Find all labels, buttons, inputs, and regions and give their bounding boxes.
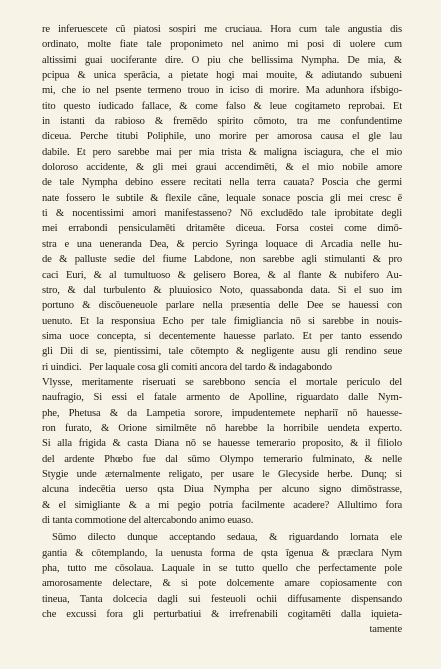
- text-line: tito questo iudicado fallace, & come falso & leue cogitameto reprobai. Et: [42, 100, 402, 112]
- text-line: & el simigliante & a mi pegio potria facilmente acadere? Allultimo fora: [42, 499, 402, 511]
- text-line: altissimi guai uociferante dire. O piu che bellissima Nympha. De mia, &: [42, 54, 402, 66]
- text-line: diceua. Perche titubi Poliphile, uno morire per amorosa causa el gle lau: [42, 131, 402, 143]
- text-line: Si alla frigida & casta Diana nō se hauesse temerario proposito, & il filiolo: [42, 438, 402, 450]
- text-line: re inferuescete cũ piatosi sospiri me cruciaua. Hora cum tale angustia dis: [42, 24, 402, 35]
- text-line: Vlysse, meritamente riseruati se sarebbono sencia el mortale periculo del: [42, 376, 402, 388]
- text-line: alcuna indecētia uerso qsta Diua Nympha per alcuno signo dimōstrasse,: [42, 484, 402, 496]
- text-line: dabile. Et pero sarebbe mai per mia trista & maligna isciagura, che el mio: [42, 146, 402, 158]
- text-line: caci Euri, & al tumultuoso & gelisero Borea, & al flante & nubifero Au-: [42, 269, 402, 281]
- text-line: doloroso accidente, & gli mei graui accendimēti, & el mio nobile amore: [42, 162, 402, 174]
- text-line: stro, & dal turbulento & pluuiosico Noto, quassabonda data. Si el suo im: [42, 284, 402, 296]
- text-line: in istanti da rabioso & fremēdo spirito cōmoto, tra me confundentime: [42, 116, 402, 128]
- text-line: tineua, Tanta dolcecia dagli sui festeuoli ochii diffusamente dispensando: [42, 593, 402, 605]
- text-line: gli Dii di se, pientissimi, tale cōtempto & negligente ausu gli rendino seue: [42, 346, 402, 358]
- text-line: amorosamente delectare, & si pote dolcemente amare copiosamente con: [42, 578, 402, 590]
- text-line: mi, che io nel psente termeno trouo in iciso di morire. Ma adunhora ifsbigo-: [42, 85, 402, 97]
- text-line: gantia & cōtemplando, la uenusta forma de qsta īgenua & præclara Nym: [42, 547, 402, 559]
- body-text: [42, 22, 402, 638]
- text-fragment: ri uindici.: [42, 361, 82, 373]
- text-line: [42, 360, 402, 375]
- text-line: mei errabondi pensiculamēti dritamēte diceua. Forsa costei come dimō-: [42, 223, 402, 235]
- text-line: ordinato, molte fiate tale proponimeto nel animo mi posi di uolere cum: [42, 39, 402, 51]
- text-line: che excussi fora gli perturbatiui & irrefrenabili cogitamēti dalla iquieta-: [42, 609, 402, 621]
- text-line: uenuto. Et la responsiua Echo per tale fimigliancia nō si sarebbe in nouis-: [42, 315, 402, 327]
- text-line: pha, tutto me cōsolaua. Laquale in se tutto quello che perfectamente pole: [42, 563, 402, 575]
- text-line: di tanta commotione del altercabondo animo euaso.: [42, 515, 254, 526]
- text-line: Sūmo dilecto dunque acceptando sedaua, & riguardando lornata ele: [52, 532, 402, 544]
- text-line: nate fossero le subtile & flexile cāne, lequale sonace poscia gli mei cresc ē: [42, 192, 402, 204]
- text-line: de tale Nympha debino essere recitati nella terra cauata? Poscia che germi: [42, 177, 402, 189]
- text-line: tamente: [369, 624, 402, 636]
- text-line: stra e una ueneranda Dea, & percio Syringa loquace di Arcadia nelle hu-: [42, 238, 402, 250]
- text-line: ron furato, & Orione similmēte nō harebbe la horribile uendeta experto.: [42, 422, 402, 434]
- text-line: Stygie unde æternalmente religato, per usare le Glecyside herbe. Dunq; si: [42, 468, 402, 480]
- text-line: phe, Phetusa & da Lampetia sorore, impudentemete nephariī nō hauesse-: [42, 407, 402, 419]
- text-line: portuno & discōueneuole parlare nella præsentia delle Dee se hauessi con: [42, 300, 402, 312]
- text-line: pcipua & unica sperācia, a pietate hogi mai mouite, & adiutando subueni: [42, 70, 402, 82]
- text-line: de & palluste sedie del fiume Labdone, non sarebbe agli stimulanti & pro: [42, 254, 402, 266]
- text-line: naufragio, Si essi el fatale armento de Apolline, riguardato dalle Nym-: [42, 392, 402, 404]
- text-fragment: Per laquale cosa gli comiti ancora del tardo & indagabondo: [89, 361, 332, 373]
- text-line: del ardente Phœbo fue dal sūmo Olympo temerario fulminato, & nelle: [42, 453, 402, 465]
- text-line: sima uoce concepta, si decentemente hauesse parlato. Et per tanto essendo: [42, 330, 402, 342]
- text-line: ti & nocentissimi amori manifestasseno? Nō excludēdo tale iprobitate degli: [42, 208, 402, 220]
